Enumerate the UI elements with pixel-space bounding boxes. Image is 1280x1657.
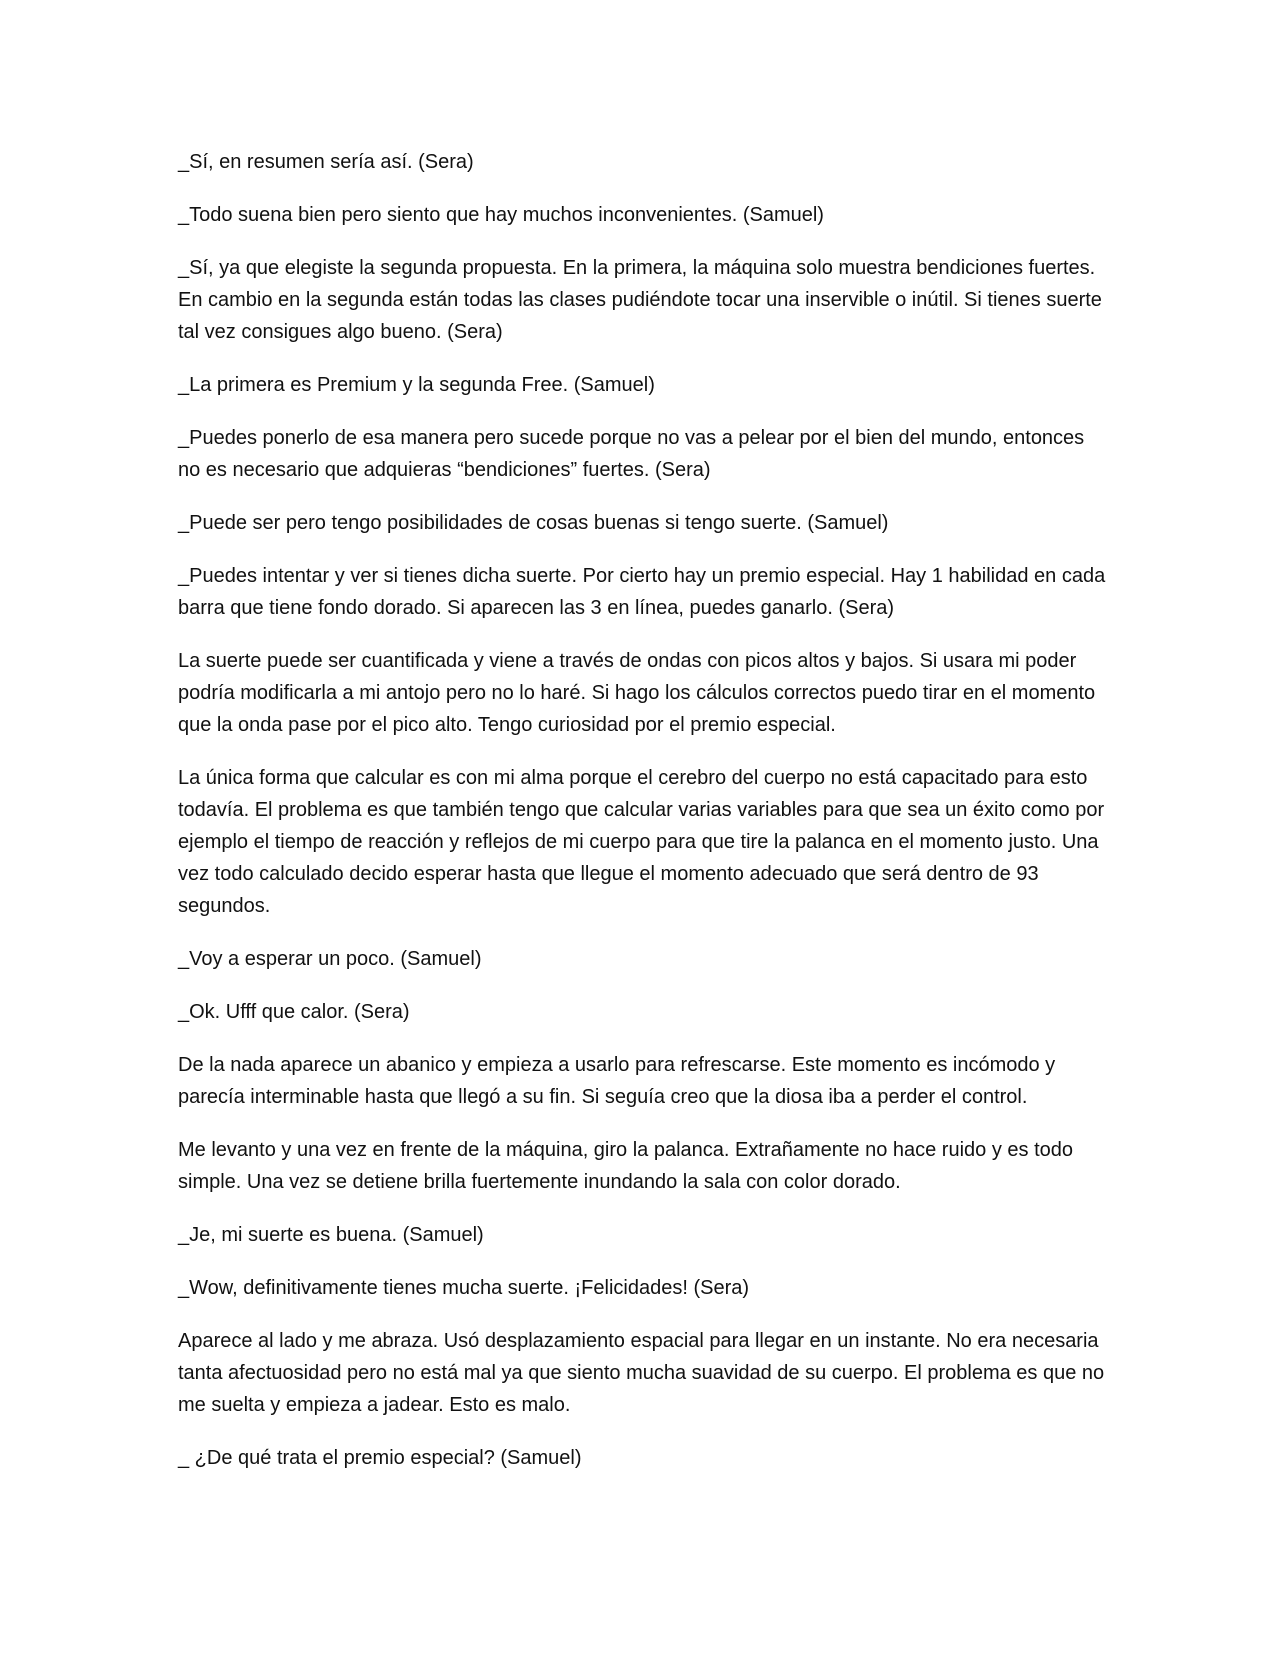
paragraph: _Voy a esperar un poco. (Samuel): [178, 948, 482, 970]
paragraph: _Sí, en resumen sería así. (Sera): [178, 151, 474, 173]
paragraph: La única forma que calcular es con mi alma porque el cerebro del cuerpo no está capacitado para esto todavía. El problema es que también tengo que calcular varias variables para que sea un éxito como por ejemplo el tiempo de reacción y reflejos de mi cuerpo para que tire la palanca en el momento justo. Una vez todo calculado decido esperar hasta que llegue el momento adecuado que será dentro de 93 segundos.: [178, 767, 1105, 917]
paragraph: _ ¿De qué trata el premio especial? (Samuel): [178, 1447, 582, 1469]
paragraph: _Puedes intentar y ver si tienes dicha suerte. Por cierto hay un premio especial. Hay 1 habilidad en cada barra que tiene fondo dorado. Si aparecen las 3 en línea, puedes ganarlo. (Sera): [178, 565, 1106, 619]
paragraph: La suerte puede ser cuantificada y viene a través de ondas con picos altos y bajos. Si usara mi poder podría modificarla a mi antojo pero no lo haré. Si hago los cálculos correctos puedo tirar en el momento que la onda pase por el pico alto. Tengo curiosidad por el premio especial.: [178, 650, 1096, 736]
paragraph: De la nada aparece un abanico y empieza a usarlo para refrescarse. Este momento es incómodo y parecía interminable hasta que llegó a su fin. Si seguía creo que la diosa iba a perder el control.: [178, 1054, 1056, 1108]
paragraph: Me levanto y una vez en frente de la máquina, giro la palanca. Extrañamente no hace ruido y es todo simple. Una vez se detiene brilla fuertemente inundando la sala con color dorado.: [178, 1139, 1073, 1193]
paragraph: _Je, mi suerte es buena. (Samuel): [178, 1224, 484, 1246]
document-body: [178, 146, 1108, 1495]
paragraph: Aparece al lado y me abraza. Usó desplazamiento espacial para llegar en un instante. No era necesaria tanta afectuosidad pero no está mal ya que siento mucha suavidad de su cuerpo. El problema es que no me suelta y empieza a jadear. Esto es malo.: [178, 1330, 1105, 1416]
paragraph: _Wow, definitivamente tienes mucha suerte. ¡Felicidades! (Sera): [178, 1277, 750, 1299]
paragraph: _Puede ser pero tengo posibilidades de cosas buenas si tengo suerte. (Samuel): [178, 512, 889, 534]
paragraph: _Sí, ya que elegiste la segunda propuesta. En la primera, la máquina solo muestra bendiciones fuertes. En cambio en la segunda están todas las clases pudiéndote tocar una inservible o inútil. Si tienes suerte tal vez consigues algo bueno. (Sera): [178, 257, 1102, 343]
paragraph: _La primera es Premium y la segunda Free. (Samuel): [178, 374, 655, 396]
paragraph: _Puedes ponerlo de esa manera pero sucede porque no vas a pelear por el bien del mundo, entonces no es necesario que adquieras “bendiciones” fuertes. (Sera): [178, 427, 1085, 481]
paragraph: _Todo suena bien pero siento que hay muchos inconvenientes. (Samuel): [178, 204, 824, 226]
paragraph: _Ok. Ufff que calor. (Sera): [178, 1001, 410, 1023]
